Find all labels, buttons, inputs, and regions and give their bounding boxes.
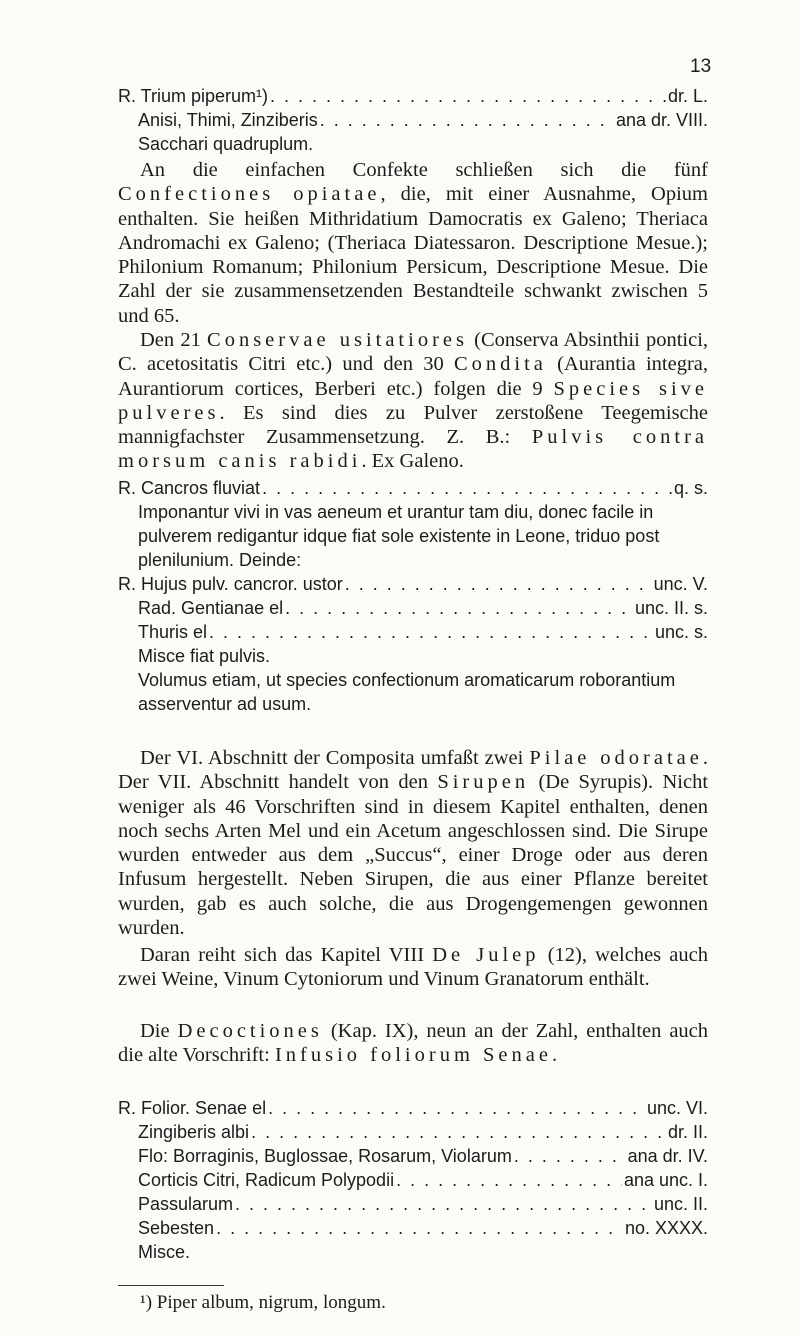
spaced-term: Pilae odoratae (529, 747, 703, 769)
recipe-cancros (118, 476, 708, 716)
page-number: 13 (690, 56, 712, 77)
recipe-line: Corticis Citri, Radicum Polypodii . . . ana unc. I. (118, 1168, 708, 1192)
spaced-term: Infusio foliorum Senae (274, 1044, 552, 1067)
spaced-term: Pulvis contra morsum canis rabidi (118, 426, 708, 473)
paragraph-confectiones: An die einfachen Confekte schließen sich die fünf Confectiones opiatae, die, mit einer Ausnahme, Opium enthalten. Sie heißen Mithridatium Damocratis ex Galeno; Theriaca Andromachi ex Galeno; (Theriaca Diatessaron. Descriptione Mesue.); Philonium Romanum; Philonium Persicum, Descriptione Mesue. Die Zahl der sie zusammensetzenden Bestandteile schwankt zwischen 5 und 65. (118, 159, 709, 327)
recipe-line: R. Hujus pulv. cancror. ustor . . . unc. V. (118, 572, 708, 596)
recipe-line: Flo: Borraginis, Buglossae, Rosarum, Violarum . . . ana dr. IV. (118, 1144, 708, 1168)
recipe-line: Anisi, Thimi, Zinziberis . . . ana dr. VIII. (118, 108, 708, 132)
spaced-term: Conservae usitatiores (207, 329, 468, 351)
recipe-misce: Misce fiat pulvis. (138, 646, 271, 666)
recipe-trium-piperum (118, 84, 708, 156)
recipe-line: Passularum . . . unc. II. (118, 1192, 708, 1216)
spaced-term: Confectiones opiatae (118, 183, 381, 206)
recipe-line: R. Trium piperum¹) . . . dr. L. (118, 84, 708, 108)
recipe-line: R. Folior. Senae el . . . unc. VI. (118, 1096, 708, 1120)
paragraph-conservae: Den 21 Conservae usitatiores (Conserva Absinthii pontici, C. acetositatis Citri etc.) und den 30 Condita (Aurantia integra, Aurantiorum cortices, Berberi etc.) folgen die 9 Species sive pulveres. Es sind dies zu Pulver zerstoßene Teegemische mannigfachster Zusammensetzung. Z. B.: Pulvis contra morsum canis rabidi. Ex Galeno. (118, 329, 709, 473)
recipe-line: R. Cancros fluviat . . . q. s. (118, 476, 708, 500)
paragraph-sirupe: Der VI. Abschnitt der Composita umfaßt zwei Pilae odoratae. Der VII. Abschnitt handelt von den Sirupen (De Syrupis). Nicht weniger als 46 Vorschriften sind in diesem Kapitel enthalten, denen noch sechs Arten Mel und ein Acetum angeschlossen sind. Die Sirupe wurden entweder aus dem „Succus“, einer Droge oder aus deren Infusum hergestellt. Neben Sirupen, die aus einer Pflanze bereitet wurden, gab es auch solche, die aus Drogengemengen gewonnen wurden. (118, 747, 709, 940)
spaced-term: Condita (453, 353, 547, 376)
spaced-term: De Julep (432, 944, 540, 966)
paragraph-decoctiones: Die Decoctiones (Kap. IX), neun an der Zahl, enthalten auch die alte Vorschrift: Infusio foliorum Senae. (118, 1020, 709, 1067)
recipe-line: Sebesten . . . no. XXXX. (118, 1216, 708, 1240)
recipe-misce: Misce. (138, 1242, 191, 1262)
recipe-instructions: Imponantur vivi in vas aeneum et urantur tam diu, donec facile in pulverem redigantur idque fiat sole existente in Leone, triduo post plenilunium. Deinde: (138, 502, 660, 570)
footnote-divider (118, 1285, 224, 1286)
recipe-line: Thuris el . . . unc. s. (118, 620, 708, 644)
spaced-term: Sirupen (437, 771, 530, 794)
footnote: ¹) Piper album, nigrum, longum. (140, 1292, 386, 1313)
recipe-line: Rad. Gentianae el . . . unc. II. s. (118, 596, 708, 620)
recipe-line: Sacchari quadruplum. (138, 134, 314, 154)
recipe-note: Volumus etiam, ut species confectionum aromaticarum roborantium asserventur ad usum. (138, 670, 676, 714)
paragraph-julep: Daran reiht sich das Kapitel VIII De Julep (12), welches auch zwei Weine, Vinum Cytoniorum und Vinum Granatorum enthält. (118, 944, 708, 991)
recipe-senae (118, 1096, 708, 1264)
recipe-line: Zingiberis albi . . . dr. II. (118, 1120, 708, 1144)
spaced-term: Decoctiones (177, 1020, 323, 1042)
spaced-term: Species sive pulveres (118, 377, 708, 424)
